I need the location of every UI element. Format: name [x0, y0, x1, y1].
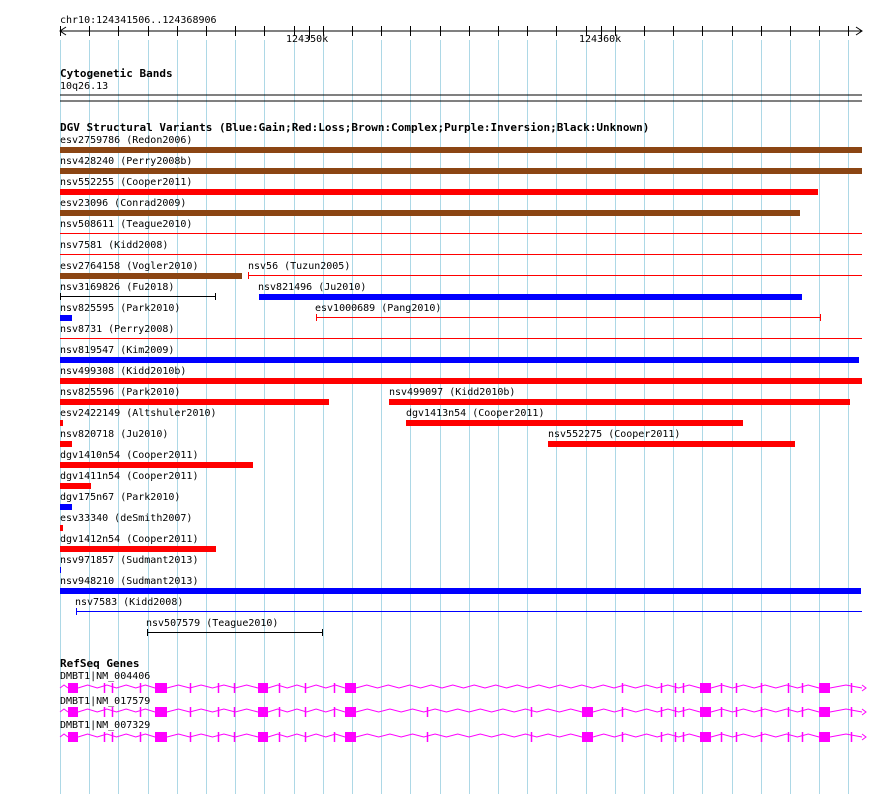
gene-intron: [60, 709, 68, 712]
sv-label[interactable]: nsv7583 (Kidd2008): [75, 597, 184, 608]
gene-model[interactable]: [0, 678, 890, 698]
sv-feature[interactable]: [60, 546, 216, 552]
gene-label[interactable]: DMBT1|NM_004406: [60, 671, 151, 682]
sv-feature[interactable]: [60, 315, 72, 321]
sv-end-tick: [322, 629, 323, 636]
sv-label[interactable]: nsv819547 (Kim2009): [60, 345, 175, 356]
sv-label[interactable]: esv23096 (Conrad2009): [60, 198, 187, 209]
sv-label[interactable]: nsv7581 (Kidd2008): [60, 240, 169, 251]
gene-exon: [700, 707, 711, 717]
gene-intron: [830, 685, 862, 688]
gene-exon: [700, 732, 711, 742]
gene-intron: [78, 685, 155, 688]
gene-intron: [356, 734, 582, 737]
sv-feature[interactable]: [60, 588, 861, 594]
sv-feature[interactable]: [60, 273, 242, 279]
sv-end-tick: [215, 293, 216, 300]
sv-feature[interactable]: [60, 441, 72, 447]
sv-feature[interactable]: [147, 632, 323, 633]
gene-exon: [258, 732, 268, 742]
sv-feature[interactable]: [60, 504, 72, 510]
gene-exon: [68, 707, 78, 717]
sv-label[interactable]: esv33340 (deSmith2007): [60, 513, 193, 524]
sv-feature[interactable]: [60, 567, 61, 573]
sv-label[interactable]: dgv1412n54 (Cooper2011): [60, 534, 199, 545]
sv-end-tick: [820, 314, 821, 321]
sv-label[interactable]: dgv175n67 (Park2010): [60, 492, 181, 503]
gene-exon: [819, 732, 830, 742]
sv-feature[interactable]: [259, 294, 802, 300]
sv-end-tick: [60, 293, 61, 300]
gene-exon: [258, 683, 268, 693]
gene-exon: [155, 732, 167, 742]
gene-model[interactable]: [0, 702, 890, 722]
sv-label[interactable]: nsv820718 (Ju2010): [60, 429, 169, 440]
sv-end-tick: [248, 272, 249, 279]
sv-feature[interactable]: [60, 420, 63, 426]
gene-exon: [819, 707, 830, 717]
sv-label[interactable]: nsv948210 (Sudmant2013): [60, 576, 199, 587]
gene-exon: [700, 683, 711, 693]
gene-exon: [155, 707, 167, 717]
sv-label[interactable]: dgv1413n54 (Cooper2011): [406, 408, 545, 419]
sv-feature[interactable]: [60, 338, 862, 339]
sv-feature[interactable]: [60, 233, 862, 234]
sv-label[interactable]: nsv428240 (Perry2008b): [60, 156, 193, 167]
sv-label[interactable]: nsv971857 (Sudmant2013): [60, 555, 199, 566]
sv-end-tick: [316, 314, 317, 321]
sv-feature[interactable]: [76, 611, 862, 612]
sv-label[interactable]: nsv825595 (Park2010): [60, 303, 181, 314]
sv-label[interactable]: nsv56 (Tuzun2005): [248, 261, 351, 272]
gene-intron: [60, 685, 68, 688]
gene-exon: [68, 732, 78, 742]
sv-feature[interactable]: [60, 525, 63, 531]
sv-label[interactable]: esv2422149 (Altshuler2010): [60, 408, 217, 419]
sv-feature[interactable]: [406, 420, 743, 426]
gene-intron: [167, 685, 258, 688]
sv-label[interactable]: nsv499308 (Kidd2010b): [60, 366, 187, 377]
sv-label[interactable]: nsv508611 (Teague2010): [60, 219, 193, 230]
sv-feature[interactable]: [60, 399, 329, 405]
sv-end-tick: [147, 629, 148, 636]
sv-label[interactable]: esv2764158 (Vogler2010): [60, 261, 199, 272]
sv-label[interactable]: nsv507579 (Teague2010): [146, 618, 279, 629]
gene-model[interactable]: [0, 727, 890, 747]
strand-arrow-icon: [862, 734, 866, 740]
sv-feature[interactable]: [316, 317, 821, 318]
sv-label[interactable]: dgv1410n54 (Cooper2011): [60, 450, 199, 461]
gene-exon: [155, 683, 167, 693]
refseq-track-title: RefSeq Genes: [60, 657, 140, 670]
cyto-band-label: 10q26.13: [60, 81, 109, 92]
dgv-track-title: DGV Structural Variants (Blue:Gain;Red:Loss;Brown:Complex;Purple:Inversion;Black:Unknown): [60, 121, 650, 134]
sv-label[interactable]: nsv3169826 (Fu2018): [60, 282, 175, 293]
gene-intron: [78, 734, 155, 737]
gene-exon: [258, 707, 268, 717]
gene-intron: [356, 709, 582, 712]
gene-label[interactable]: DMBT1|NM_007329: [60, 720, 151, 731]
cyto-track-title: Cytogenetic Bands: [60, 67, 173, 80]
gene-intron: [60, 734, 68, 737]
gene-exon: [345, 732, 356, 742]
sv-label[interactable]: nsv8731 (Perry2008): [60, 324, 175, 335]
sv-label[interactable]: dgv1411n54 (Cooper2011): [60, 471, 199, 482]
sv-feature[interactable]: [60, 189, 818, 195]
sv-feature[interactable]: [248, 275, 862, 276]
sv-feature[interactable]: [60, 147, 862, 153]
gene-exon: [819, 683, 830, 693]
sv-label[interactable]: nsv825596 (Park2010): [60, 387, 181, 398]
sv-label[interactable]: nsv499097 (Kidd2010b): [389, 387, 516, 398]
sv-feature[interactable]: [548, 441, 795, 447]
sv-feature[interactable]: [60, 483, 91, 489]
sv-feature[interactable]: [60, 210, 800, 216]
gene-intron: [167, 734, 258, 737]
range-label: chr10:124341506..124368906: [60, 15, 217, 26]
strand-arrow-icon: [862, 709, 866, 715]
gene-exon: [582, 707, 593, 717]
gene-exon: [68, 683, 78, 693]
sv-feature[interactable]: [60, 462, 253, 468]
gene-intron: [830, 709, 862, 712]
gene-exon: [345, 707, 356, 717]
sv-feature[interactable]: [60, 357, 859, 363]
sv-feature[interactable]: [60, 378, 862, 384]
sv-feature[interactable]: [60, 254, 862, 255]
sv-end-tick: [76, 608, 77, 615]
sv-label[interactable]: esv1000689 (Pang2010): [315, 303, 442, 314]
gene-intron: [356, 685, 700, 688]
gene-intron: [167, 709, 258, 712]
sv-label[interactable]: esv2759786 (Redon2006): [60, 135, 193, 146]
sv-label[interactable]: nsv552275 (Cooper2011): [548, 429, 681, 440]
gene-exon: [582, 732, 593, 742]
gene-exon: [345, 683, 356, 693]
strand-arrow-icon: [862, 685, 866, 691]
sv-label[interactable]: nsv821496 (Ju2010): [258, 282, 367, 293]
sv-feature[interactable]: [60, 168, 862, 174]
sv-feature[interactable]: [389, 399, 850, 405]
gene-label[interactable]: DMBT1|NM_017579: [60, 696, 151, 707]
sv-feature[interactable]: [60, 296, 216, 297]
gene-intron: [78, 709, 155, 712]
tick-label-124350k: 124350k: [286, 34, 329, 45]
gene-intron: [830, 734, 862, 737]
tick-label-124360k: 124360k: [579, 34, 622, 45]
sv-label[interactable]: nsv552255 (Cooper2011): [60, 177, 193, 188]
